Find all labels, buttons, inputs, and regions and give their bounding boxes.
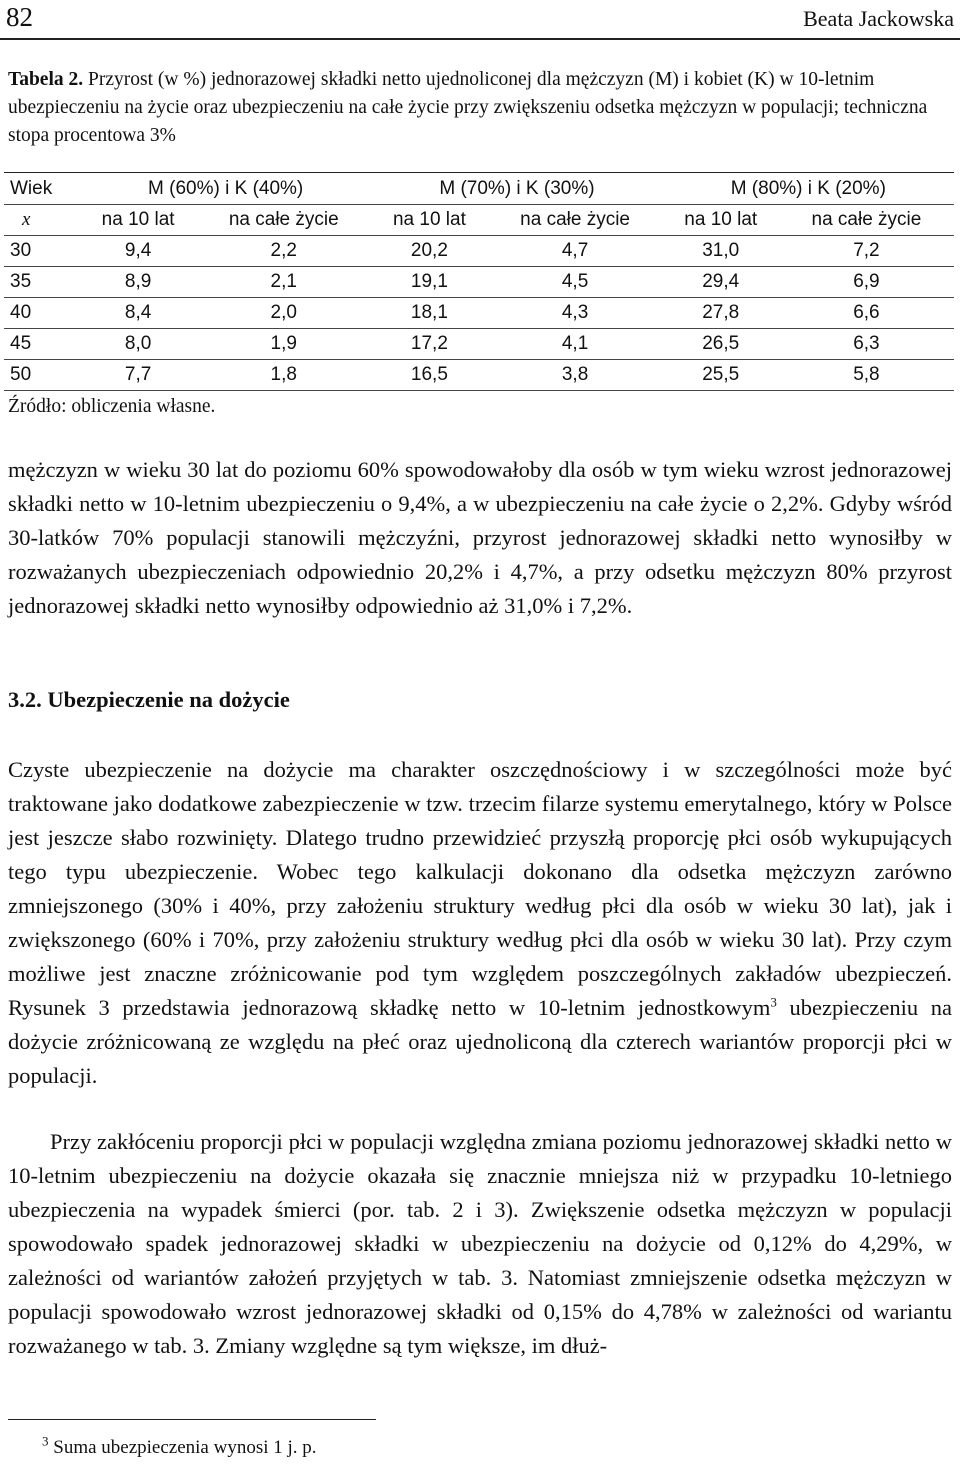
value-cell: 8,0 xyxy=(80,329,196,360)
value-cell: 7,2 xyxy=(779,236,954,267)
value-cell: 26,5 xyxy=(663,329,779,360)
value-cell: 7,7 xyxy=(80,360,196,391)
value-cell: 31,0 xyxy=(663,236,779,267)
value-cell: 16,5 xyxy=(371,360,487,391)
table-subheader-row xyxy=(4,205,954,236)
table-caption xyxy=(8,66,952,150)
group-header: M (60%) i K (40%) xyxy=(80,173,371,205)
value-cell: 5,8 xyxy=(779,360,954,391)
table-row xyxy=(4,360,954,391)
value-cell: 6,6 xyxy=(779,298,954,329)
section-heading xyxy=(8,687,290,713)
value-cell: 19,1 xyxy=(371,267,487,298)
value-cell: 6,3 xyxy=(779,329,954,360)
sub-header: na całe życie xyxy=(779,205,954,236)
footnote-marker: 3 xyxy=(42,1433,49,1449)
value-cell: 20,2 xyxy=(371,236,487,267)
value-cell: 17,2 xyxy=(371,329,487,360)
section-title: Ubezpieczenie na dożycie xyxy=(47,687,290,712)
age-cell: 30 xyxy=(4,236,80,267)
value-cell: 25,5 xyxy=(663,360,779,391)
table-caption-text: Przyrost (w %) jednorazowej składki netto ujednoliconej dla mężczyzn (M) i kobiet (K) w 10-letnim ubezpieczeniu na życie oraz ubezpieczeniu na całe życie przy zwiększeniu odsetka mężczyzn w populacji; techniczna stopa procentowa 3% xyxy=(8,69,928,146)
footnote xyxy=(42,1433,317,1459)
value-cell: 27,8 xyxy=(663,298,779,329)
group-header: M (80%) i K (20%) xyxy=(663,173,954,205)
value-cell: 2,0 xyxy=(196,298,371,329)
value-cell: 1,9 xyxy=(196,329,371,360)
age-cell: 50 xyxy=(4,360,80,391)
value-cell: 2,1 xyxy=(196,267,371,298)
value-cell: 3,8 xyxy=(488,360,663,391)
sub-header: na całe życie xyxy=(196,205,371,236)
value-cell: 29,4 xyxy=(663,267,779,298)
sub-header: na 10 lat xyxy=(663,205,779,236)
running-header-author: Beata Jackowska xyxy=(803,6,954,31)
group-header: M (70%) i K (30%) xyxy=(371,173,662,205)
data-table xyxy=(4,172,954,391)
value-cell: 8,9 xyxy=(80,267,196,298)
value-cell: 4,5 xyxy=(488,267,663,298)
paragraph-text: ubezpieczeniu na dożycie zróżnicowaną ze względu na płeć oraz ujednoliconą dla czterech wariantów proporcji płci w populacji. xyxy=(8,995,952,1088)
value-cell: 8,4 xyxy=(80,298,196,329)
value-cell: 2,2 xyxy=(196,236,371,267)
sub-header: na 10 lat xyxy=(371,205,487,236)
value-cell: 18,1 xyxy=(371,298,487,329)
body-paragraph: mężczyzn w wieku 30 lat do poziomu 60% spowodowałoby dla osób w tym wieku wzrost jednorazowej składki netto w 10-letnim ubezpieczeniu o 9,4%, a w ubezpieczeniu na całe życie o 2,2%. Gdyby wśród 30-latków 70% populacji stanowili mężczyźni, przyrost jednorazowej składki netto wynosiłby w rozważanych ubezpieczeniach odpowiednio 20,2% i 4,7%, a przy odsetku mężczyzn 80% przyrost jednorazowej składki netto wynosiłby odpowiednio aż 31,0% i 7,2%. xyxy=(8,457,952,618)
value-cell: 6,9 xyxy=(779,267,954,298)
age-cell: 45 xyxy=(4,329,80,360)
page-number: 82 xyxy=(6,2,33,32)
table-row xyxy=(4,267,954,298)
table-row xyxy=(4,236,954,267)
footnote-text: Suma ubezpieczenia wynosi 1 j. p. xyxy=(53,1437,317,1458)
age-variable-symbol: x xyxy=(4,205,80,236)
sub-header: na całe życie xyxy=(488,205,663,236)
table-header-row xyxy=(4,173,954,205)
age-column-header: Wiek xyxy=(4,173,80,205)
sub-header: na 10 lat xyxy=(80,205,196,236)
footnote-divider xyxy=(8,1419,376,1420)
running-header xyxy=(0,0,960,40)
table-row xyxy=(4,298,954,329)
footnote-reference: 3 xyxy=(770,994,777,1010)
value-cell: 4,3 xyxy=(488,298,663,329)
table-caption-label: Tabela 2. xyxy=(8,69,84,90)
table-source-note: Źródło: obliczenia własne. xyxy=(8,396,216,417)
value-cell: 1,8 xyxy=(196,360,371,391)
paragraph-text: Czyste ubezpieczenie na dożycie ma charakter oszczędnościowy i w szczególności może być traktowane jako dodatkowe zabezpieczenie w tzw. trzecim filarze systemu emerytalnego, który w Polsce jest jeszcze słabo rozwinięty. Dlatego trudno przewidzieć przyszłą proporcję płci osób wykupujących tego typu ubezpieczenie. Wobec tego kalkulacji dokonano dla odsetka mężczyzn zarówno zmniejszonego (30% i 40%, przy założeniu struktury według płci dla osób w wieku 30 lat), jak i zwiększonego (60% i 70%, przy założeniu struktury według płci dla osób w wieku 30 lat). Przy czym możliwe jest znaczne zróżnicowanie pod tym względem poszczególnych zakładów ubezpieczeń. Rysunek 3 przedstawia jednorazową składkę netto w 10-letnim jednostkowym xyxy=(8,757,952,1020)
body-paragraph: Przy zakłóceniu proporcji płci w populacji względna zmiana poziomu jednorazowej składki netto w 10-letnim ubezpieczeniu na dożycie okazała się znacznie mniejsza niż w przypadku 10-letniego ubezpieczenia na wypadek śmierci (por. tab. 2 i 3). Zwiększenie odsetka mężczyzn w populacji spowodowało spadek jednorazowej składki w ubezpieczeniu na dożycie od 0,12% do 4,29%, w zależności od wariantów założeń przyjętych w tab. 3. Natomiast zmniejszenie odsetka mężczyzn w populacji spowodowało wzrost jednorazowej składki od 0,15% do 4,78% w zależności od wariantu rozważanego w tab. 3. Zmiany względne są tym większe, im dłuż- xyxy=(8,1129,952,1358)
table-row xyxy=(4,329,954,360)
body-paragraph xyxy=(8,753,952,1093)
section-number: 3.2. xyxy=(8,687,42,712)
age-cell: 40 xyxy=(4,298,80,329)
value-cell: 4,1 xyxy=(488,329,663,360)
age-cell: 35 xyxy=(4,267,80,298)
value-cell: 9,4 xyxy=(80,236,196,267)
value-cell: 4,7 xyxy=(488,236,663,267)
